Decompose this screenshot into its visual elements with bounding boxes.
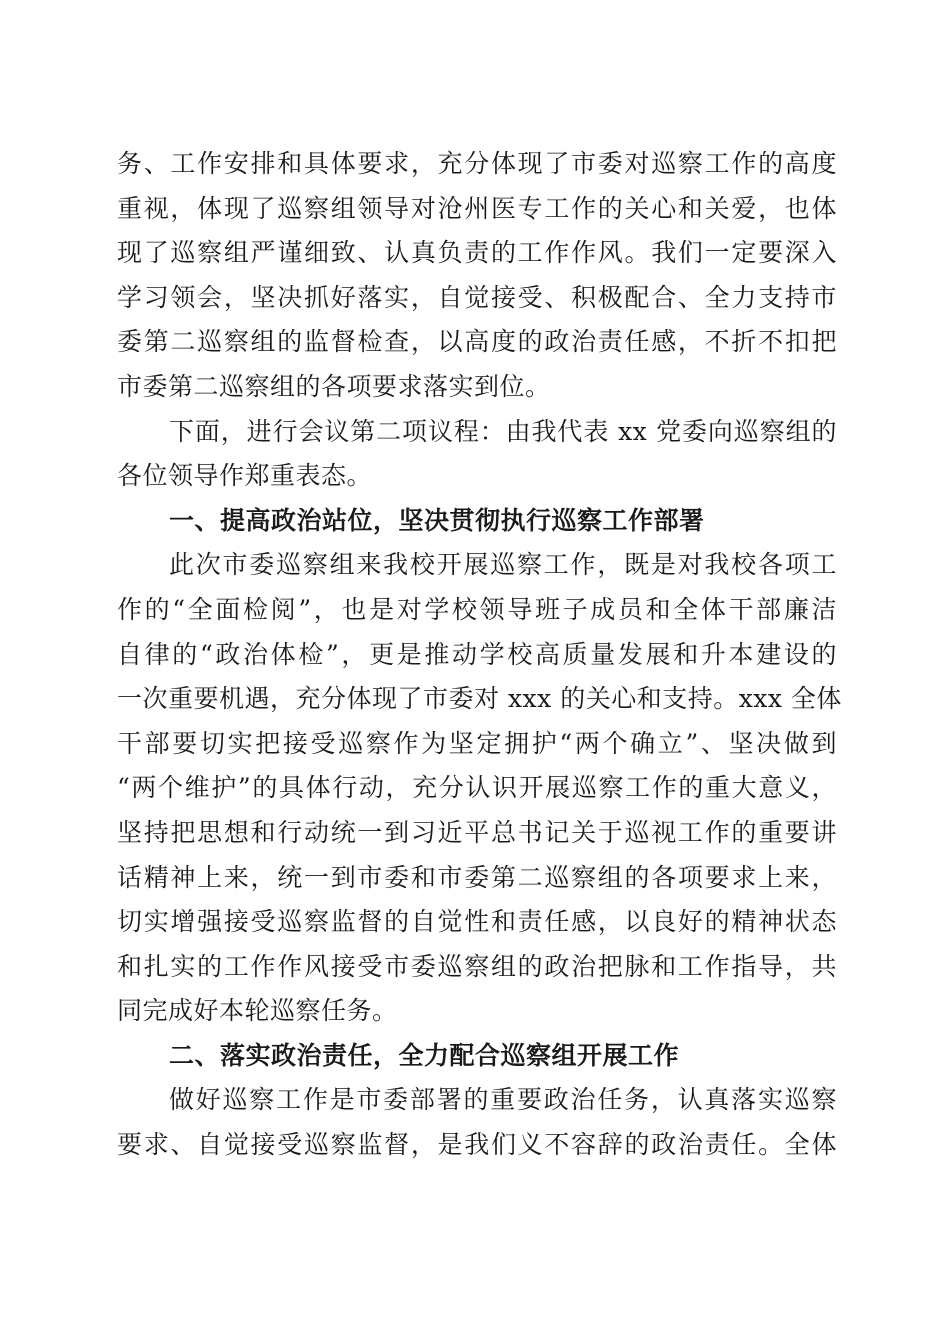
paragraph-line: 同完成好本轮巡察任务。 (117, 996, 398, 1026)
paragraph-line: 重视，体现了巡察组领导对沧州医专工作的关心和关爱，也体 (117, 193, 837, 223)
paragraph-line: 做好巡察工作是市委部署的重要政治任务，认真落实巡察 (169, 1085, 837, 1115)
paragraph-line: 作的“全面检阅”，也是对学校领导班子成员和全体干部廉洁 (117, 594, 837, 624)
paragraph-line: 要求、自觉接受巡察监督，是我们义不容辞的政治责任。全体 (117, 1130, 837, 1160)
paragraph-line: 干部要切实把接受巡察作为坚定拥护“两个确立”、坚决做到 (117, 728, 837, 758)
paragraph-line: 话精神上来，统一到市委和市委第二巡察组的各项要求上来， (117, 862, 837, 892)
paragraph-line: 此次市委巡察组来我校开展巡察工作，既是对我校各项工 (169, 550, 837, 580)
paragraph-line: 现了巡察组严谨细致、认真负责的工作作风。我们一定要深入 (117, 238, 837, 268)
paragraph-line: 自律的“政治体检”，更是推动学校高质量发展和升本建设的 (117, 639, 837, 669)
paragraph-line: 下面，进行会议第二项议程：由我代表 xx 党委向巡察组的 (169, 416, 837, 446)
paragraph-line: “两个维护”的具体行动，充分认识开展巡察工作的重大意义， (117, 773, 837, 803)
paragraph-line: 学习领会，坚决抓好落实，自觉接受、积极配合、全力支持市 (117, 282, 837, 312)
document-body (117, 142, 842, 1168)
paragraph-line: 坚持把思想和行动统一到习近平总书记关于巡视工作的重要讲 (117, 817, 837, 847)
paragraph-line: 一次重要机遇，充分体现了市委对 xxx 的关心和支持。xxx 全体 (117, 684, 842, 714)
section-heading-1: 一、提高政治站位，坚决贯彻执行巡察工作部署 (169, 505, 705, 535)
section-heading-2: 二、落实政治责任，全力配合巡察组开展工作 (169, 1040, 680, 1070)
paragraph-line: 和扎实的工作作风接受市委巡察组的政治把脉和工作指导，共 (117, 951, 837, 981)
paragraph-line: 委第二巡察组的监督检查，以高度的政治责任感，不折不扣把 (117, 327, 837, 357)
paragraph-line: 务、工作安排和具体要求，充分体现了市委对巡察工作的高度 (117, 149, 837, 178)
paragraph-line: 各位领导作郑重表态。 (117, 461, 373, 491)
paragraph-line: 市委第二巡察组的各项要求落实到位。 (117, 371, 551, 401)
paragraph-line: 切实增强接受巡察监督的自觉性和责任感，以良好的精神状态 (117, 907, 837, 937)
